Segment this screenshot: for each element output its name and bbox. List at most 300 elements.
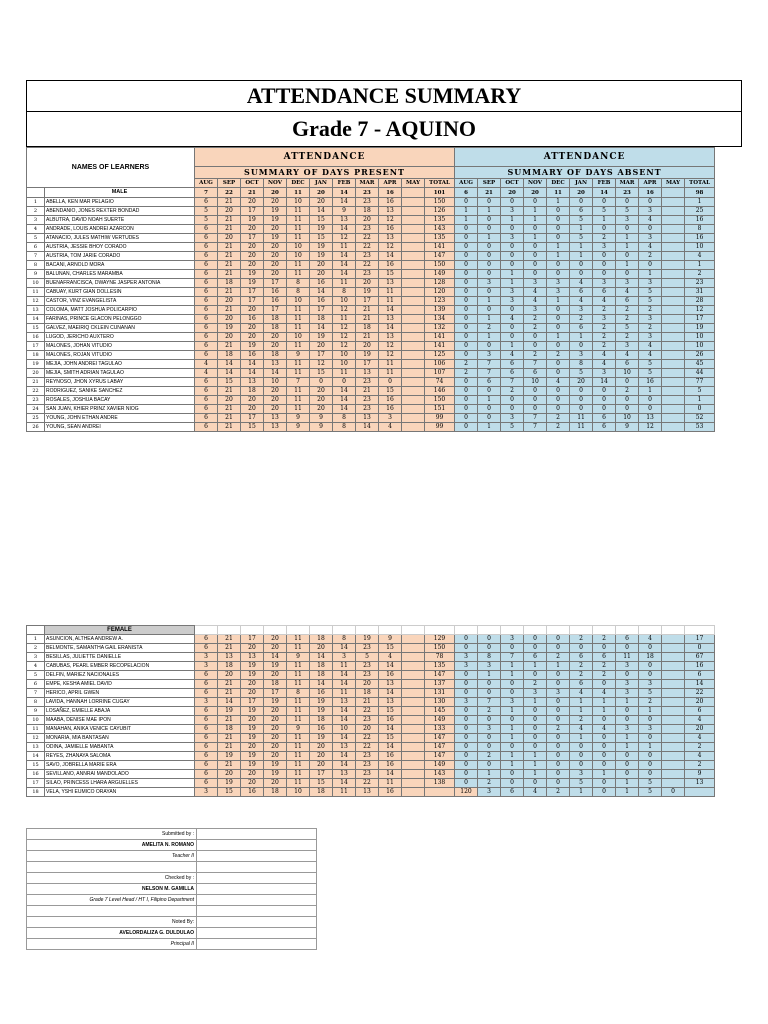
- learner-row: [27, 252, 715, 261]
- present-count: 9: [287, 423, 310, 432]
- present-count: [402, 644, 425, 653]
- present-count: 149: [425, 270, 455, 279]
- present-count: 23: [356, 378, 379, 387]
- present-count: 13: [333, 770, 356, 779]
- absent-count: 4: [685, 716, 715, 725]
- present-count: 19: [241, 662, 264, 671]
- spacer-row: [27, 432, 715, 626]
- present-count: 19: [356, 351, 379, 360]
- present-count: 10: [264, 378, 287, 387]
- present-count: 13: [241, 378, 264, 387]
- learner-name: SEVILLANO, ANNRAI MANDOLADO: [45, 770, 195, 779]
- blank-cell: [287, 626, 310, 635]
- present-count: 18: [310, 716, 333, 725]
- present-count: 10: [287, 333, 310, 342]
- present-count: 19: [310, 225, 333, 234]
- learner-name: BALUNAN, CHARLES MARAMBA: [45, 270, 195, 279]
- absent-count: 2: [547, 351, 570, 360]
- absent-count: 0: [478, 635, 501, 644]
- present-count: 19: [241, 216, 264, 225]
- absent-count: 0: [547, 644, 570, 653]
- present-count: 11: [287, 644, 310, 653]
- learner-row: [27, 342, 715, 351]
- row-number: 19: [27, 360, 45, 369]
- absent-count: 3: [501, 234, 524, 243]
- learner-name: YOUNG, JOHN ETHAN ANDRE: [45, 414, 195, 423]
- absent-count: 0: [478, 243, 501, 252]
- absent-summary-label: SUMMARY OF DAYS ABSENT: [455, 167, 715, 179]
- present-count: 20: [310, 761, 333, 770]
- absent-count: 1: [478, 423, 501, 432]
- absent-count: 0: [616, 405, 639, 414]
- present-count: 21: [356, 306, 379, 315]
- learner-name: DELFIN, MARIEZ NACIONALES: [45, 671, 195, 680]
- present-count: 9: [310, 423, 333, 432]
- present-count: 6: [195, 716, 218, 725]
- present-count: 141: [425, 243, 455, 252]
- present-count: 12: [379, 216, 402, 225]
- present-count: [402, 333, 425, 342]
- absent-count: [662, 779, 685, 788]
- absent-count: 3: [478, 279, 501, 288]
- present-count: 20: [310, 752, 333, 761]
- absent-count: [662, 198, 685, 207]
- learner-name: ANDRADE, LOUIS ANDREI AZARCON: [45, 225, 195, 234]
- absent-count: 0: [616, 378, 639, 387]
- present-count: 6: [195, 297, 218, 306]
- absent-count: 6: [593, 414, 616, 423]
- present-count: 11: [287, 779, 310, 788]
- present-count: 6: [195, 635, 218, 644]
- present-count: 11: [287, 734, 310, 743]
- absent-count: 0: [639, 261, 662, 270]
- present-count: 3: [195, 788, 218, 797]
- absent-count: [662, 405, 685, 414]
- present-count: [402, 288, 425, 297]
- row-number: 1: [27, 635, 45, 644]
- present-count: [402, 378, 425, 387]
- present-count: 11: [287, 324, 310, 333]
- absent-count: 3: [593, 369, 616, 378]
- days-present-cell: 14: [333, 188, 356, 198]
- present-count: 19: [264, 662, 287, 671]
- absent-count: 2: [570, 716, 593, 725]
- learner-row: [27, 270, 715, 279]
- absent-count: 0: [547, 680, 570, 689]
- present-count: 13: [264, 423, 287, 432]
- days-absent-cell: 98: [685, 188, 715, 198]
- days-present-cell: 22: [218, 188, 241, 198]
- absent-count: 2: [455, 360, 478, 369]
- present-count: 19: [310, 252, 333, 261]
- absent-count: 1: [570, 734, 593, 743]
- absent-count: 4: [685, 734, 715, 743]
- row-number: 3: [27, 216, 45, 225]
- row-number: 17: [27, 342, 45, 351]
- absent-count: 0: [570, 405, 593, 414]
- absent-count: 2: [685, 270, 715, 279]
- absent-count: 1: [478, 315, 501, 324]
- absent-count: 0: [455, 198, 478, 207]
- absent-count: 52: [685, 414, 715, 423]
- learner-row: [27, 734, 715, 743]
- present-count: 20: [241, 333, 264, 342]
- present-count: 151: [425, 405, 455, 414]
- present-count: 19: [241, 707, 264, 716]
- present-count: 3: [195, 653, 218, 662]
- absent-count: [685, 788, 715, 797]
- absent-count: 1: [478, 234, 501, 243]
- present-count: 17: [264, 279, 287, 288]
- present-count: 14: [379, 252, 402, 261]
- present-count: 13: [333, 698, 356, 707]
- present-count: 6: [195, 261, 218, 270]
- present-count: 6: [195, 423, 218, 432]
- present-count: [402, 423, 425, 432]
- learner-name: CABUBAS, PEARL EMBER RECOPELACION: [45, 662, 195, 671]
- learner-row: [27, 306, 715, 315]
- absent-count: 1: [524, 698, 547, 707]
- absent-count: [662, 770, 685, 779]
- present-count: [425, 788, 455, 797]
- absent-count: 4: [593, 689, 616, 698]
- absent-count: 0: [478, 288, 501, 297]
- absent-count: 0: [455, 761, 478, 770]
- absent-count: [662, 360, 685, 369]
- row-number: 23: [27, 396, 45, 405]
- present-count: 20: [218, 671, 241, 680]
- absent-count: 0: [639, 225, 662, 234]
- present-count: 11: [287, 707, 310, 716]
- present-count: 0: [333, 378, 356, 387]
- absent-count: 0: [547, 698, 570, 707]
- present-count: 15: [379, 734, 402, 743]
- absent-count: 0: [455, 680, 478, 689]
- present-count: 6: [195, 225, 218, 234]
- present-count: 8: [333, 635, 356, 644]
- month-header: MAR: [616, 179, 639, 188]
- absent-count: 0: [593, 198, 616, 207]
- present-count: 20: [310, 261, 333, 270]
- absent-count: 26: [685, 351, 715, 360]
- present-count: 11: [379, 297, 402, 306]
- absent-count: 0: [547, 306, 570, 315]
- absent-count: 1: [501, 270, 524, 279]
- absent-count: 3: [639, 234, 662, 243]
- month-header: FEB: [593, 179, 616, 188]
- month-header: SEP: [218, 179, 241, 188]
- absent-count: 0: [455, 770, 478, 779]
- absent-count: 0: [501, 324, 524, 333]
- learner-name: AUSTRIA, TOM JARIE CORADO: [45, 252, 195, 261]
- learner-name: LUGOD, JERICHO AUXTERO: [45, 333, 195, 342]
- absent-count: 0: [524, 198, 547, 207]
- blank-cell: [264, 626, 287, 635]
- present-count: 20: [264, 342, 287, 351]
- present-count: 20: [241, 689, 264, 698]
- present-count: 19: [241, 725, 264, 734]
- blank-cell: [455, 626, 478, 635]
- absent-count: 5: [639, 360, 662, 369]
- absent-count: 0: [501, 252, 524, 261]
- present-count: 20: [264, 270, 287, 279]
- present-count: 12: [333, 324, 356, 333]
- present-count: 16: [310, 279, 333, 288]
- month-header: AUG: [195, 179, 218, 188]
- absent-count: 0: [524, 671, 547, 680]
- absent-count: 2: [639, 306, 662, 315]
- present-count: 6: [195, 405, 218, 414]
- present-count: 14: [310, 653, 333, 662]
- present-count: 20: [264, 779, 287, 788]
- absent-count: [662, 716, 685, 725]
- row-number: 6: [27, 243, 45, 252]
- row-number: 2: [27, 644, 45, 653]
- absent-count: 1: [524, 752, 547, 761]
- absent-count: 3: [478, 725, 501, 734]
- present-count: 15: [379, 644, 402, 653]
- learner-row: [27, 369, 715, 378]
- present-count: 3: [333, 653, 356, 662]
- present-count: 12: [333, 342, 356, 351]
- absent-count: 1: [524, 216, 547, 225]
- absent-count: 4: [593, 351, 616, 360]
- blank-cell: [639, 626, 662, 635]
- present-count: 20: [264, 387, 287, 396]
- month-header: NOV: [264, 179, 287, 188]
- absent-count: [662, 680, 685, 689]
- present-count: 16: [241, 315, 264, 324]
- present-count: 19: [310, 698, 333, 707]
- absent-count: 0: [547, 707, 570, 716]
- present-count: 21: [218, 387, 241, 396]
- present-count: 20: [241, 243, 264, 252]
- learner-row: [27, 360, 715, 369]
- absent-count: 1: [639, 387, 662, 396]
- absent-count: 0: [455, 315, 478, 324]
- learner-name: ROSALES, JOSHUA BACAY: [45, 396, 195, 405]
- present-count: 78: [425, 653, 455, 662]
- absent-count: 0: [478, 680, 501, 689]
- present-count: [402, 414, 425, 423]
- absent-count: 0: [455, 743, 478, 752]
- absent-count: 5: [570, 779, 593, 788]
- present-count: 20: [218, 297, 241, 306]
- absent-count: 1: [570, 225, 593, 234]
- absent-count: 5: [501, 423, 524, 432]
- present-count: 21: [218, 261, 241, 270]
- absent-count: 0: [501, 644, 524, 653]
- absent-count: 7: [524, 423, 547, 432]
- present-count: 74: [425, 378, 455, 387]
- absent-count: 0: [455, 297, 478, 306]
- present-count: 19: [241, 752, 264, 761]
- present-count: 17: [310, 770, 333, 779]
- present-count: 21: [356, 315, 379, 324]
- present-count: 14: [333, 779, 356, 788]
- absent-count: 3: [524, 306, 547, 315]
- absent-count: [662, 243, 685, 252]
- absent-count: 0: [501, 716, 524, 725]
- absent-count: 6: [616, 635, 639, 644]
- absent-count: 53: [685, 423, 715, 432]
- absent-count: 0: [455, 689, 478, 698]
- present-count: 6: [195, 378, 218, 387]
- absent-count: 6: [570, 207, 593, 216]
- learner-name: ATANACIO, JULES MATHIW VERTUDES: [45, 234, 195, 243]
- present-count: 21: [218, 243, 241, 252]
- present-count: 23: [356, 270, 379, 279]
- month-header: APR: [379, 179, 402, 188]
- days-present-cell: 20: [264, 188, 287, 198]
- absent-count: 19: [685, 324, 715, 333]
- absent-count: 5: [639, 369, 662, 378]
- present-count: 23: [356, 770, 379, 779]
- present-count: 5: [356, 653, 379, 662]
- absent-count: 0: [524, 716, 547, 725]
- absent-count: 0: [478, 716, 501, 725]
- absent-count: 0: [685, 405, 715, 414]
- blank-cell: [402, 626, 425, 635]
- row-number: 25: [27, 414, 45, 423]
- learner-name: SAN JUAN, KHIER PRINZ XAVIER NIOG: [45, 405, 195, 414]
- absent-count: 2: [593, 234, 616, 243]
- absent-count: [662, 342, 685, 351]
- absent-count: [662, 653, 685, 662]
- absent-count: 3: [501, 288, 524, 297]
- absent-count: 10: [685, 342, 715, 351]
- absent-count: 0: [616, 752, 639, 761]
- present-count: 6: [195, 770, 218, 779]
- absent-count: 6: [570, 324, 593, 333]
- present-count: 4: [195, 369, 218, 378]
- absent-count: 0: [478, 261, 501, 270]
- names-header: NAMES OF LEARNERS: [27, 148, 195, 188]
- present-count: 20: [241, 225, 264, 234]
- absent-count: 1: [547, 297, 570, 306]
- present-count: 11: [287, 761, 310, 770]
- absent-count: 1: [501, 707, 524, 716]
- present-count: 11: [287, 671, 310, 680]
- absent-count: 2: [616, 333, 639, 342]
- absent-count: 20: [685, 725, 715, 734]
- learner-row: [27, 243, 715, 252]
- present-count: 20: [310, 405, 333, 414]
- signature-block: [26, 828, 316, 950]
- absent-count: 0: [616, 396, 639, 405]
- absent-count: 0: [593, 396, 616, 405]
- absent-count: 6: [478, 378, 501, 387]
- header-row: [27, 148, 715, 167]
- present-count: 0: [310, 378, 333, 387]
- present-count: 21: [218, 635, 241, 644]
- present-count: 15: [310, 779, 333, 788]
- absent-count: 3: [639, 333, 662, 342]
- absent-count: 0: [547, 324, 570, 333]
- present-count: 14: [333, 752, 356, 761]
- absent-count: 0: [639, 396, 662, 405]
- learner-name: ODINA, JAMIELLE MABANTA: [45, 743, 195, 752]
- present-count: 6: [195, 752, 218, 761]
- learner-name: FARINAS, PRINCE GLACON PELONGGO: [45, 315, 195, 324]
- absent-count: [662, 297, 685, 306]
- absent-count: 2: [524, 351, 547, 360]
- absent-count: 0: [639, 198, 662, 207]
- absent-count: 0: [593, 680, 616, 689]
- present-count: 21: [218, 414, 241, 423]
- blank-cell: [195, 626, 218, 635]
- absent-count: 1: [478, 333, 501, 342]
- present-count: 6: [195, 315, 218, 324]
- present-count: 6: [195, 270, 218, 279]
- absent-count: [662, 279, 685, 288]
- present-count: 5: [195, 207, 218, 216]
- present-count: 20: [241, 324, 264, 333]
- absent-count: 2: [593, 324, 616, 333]
- absent-count: 0: [455, 288, 478, 297]
- present-count: 150: [425, 396, 455, 405]
- present-count: 18: [264, 680, 287, 689]
- female-header-row: [27, 626, 715, 635]
- blank-cell: [241, 626, 264, 635]
- absent-count: 1: [524, 662, 547, 671]
- present-count: 18: [356, 689, 379, 698]
- present-count: 11: [287, 342, 310, 351]
- absent-count: 0: [478, 405, 501, 414]
- learner-name: CASTOR, VINZ EVANGELISTA: [45, 297, 195, 306]
- absent-count: 7: [524, 414, 547, 423]
- absent-count: 1: [616, 698, 639, 707]
- learner-row: [27, 207, 715, 216]
- present-summary-label: SUMMARY OF DAYS PRESENT: [195, 167, 455, 179]
- present-count: 19: [241, 734, 264, 743]
- present-count: 14: [333, 734, 356, 743]
- present-count: 20: [264, 405, 287, 414]
- present-count: 20: [241, 252, 264, 261]
- absent-count: 3: [639, 725, 662, 734]
- present-count: 10: [333, 725, 356, 734]
- present-count: 19: [310, 734, 333, 743]
- learner-row: [27, 788, 715, 797]
- absent-count: 0: [639, 644, 662, 653]
- present-count: 10: [287, 788, 310, 797]
- learner-row: [27, 743, 715, 752]
- present-count: 6: [195, 414, 218, 423]
- present-count: 11: [287, 662, 310, 671]
- present-count: 18: [241, 387, 264, 396]
- attendance-present-header: ATTENDANCE: [195, 148, 455, 167]
- absent-count: 0: [570, 396, 593, 405]
- learner-row: [27, 423, 715, 432]
- absent-count: 3: [501, 207, 524, 216]
- absent-count: 1: [547, 333, 570, 342]
- present-count: 150: [425, 261, 455, 270]
- present-count: 16: [379, 752, 402, 761]
- present-count: 14: [379, 306, 402, 315]
- absent-count: 0: [478, 306, 501, 315]
- days-absent-cell: 16: [639, 188, 662, 198]
- absent-count: 0: [593, 387, 616, 396]
- learner-name: GALVEZ, MAEIRIQ CKLEIN CUNANAN: [45, 324, 195, 333]
- absent-count: 5: [639, 689, 662, 698]
- absent-count: 6: [616, 297, 639, 306]
- present-count: 134: [425, 315, 455, 324]
- present-count: 20: [264, 725, 287, 734]
- absent-count: 3: [547, 689, 570, 698]
- absent-count: 4: [524, 288, 547, 297]
- present-count: 135: [425, 234, 455, 243]
- learner-row: [27, 644, 715, 653]
